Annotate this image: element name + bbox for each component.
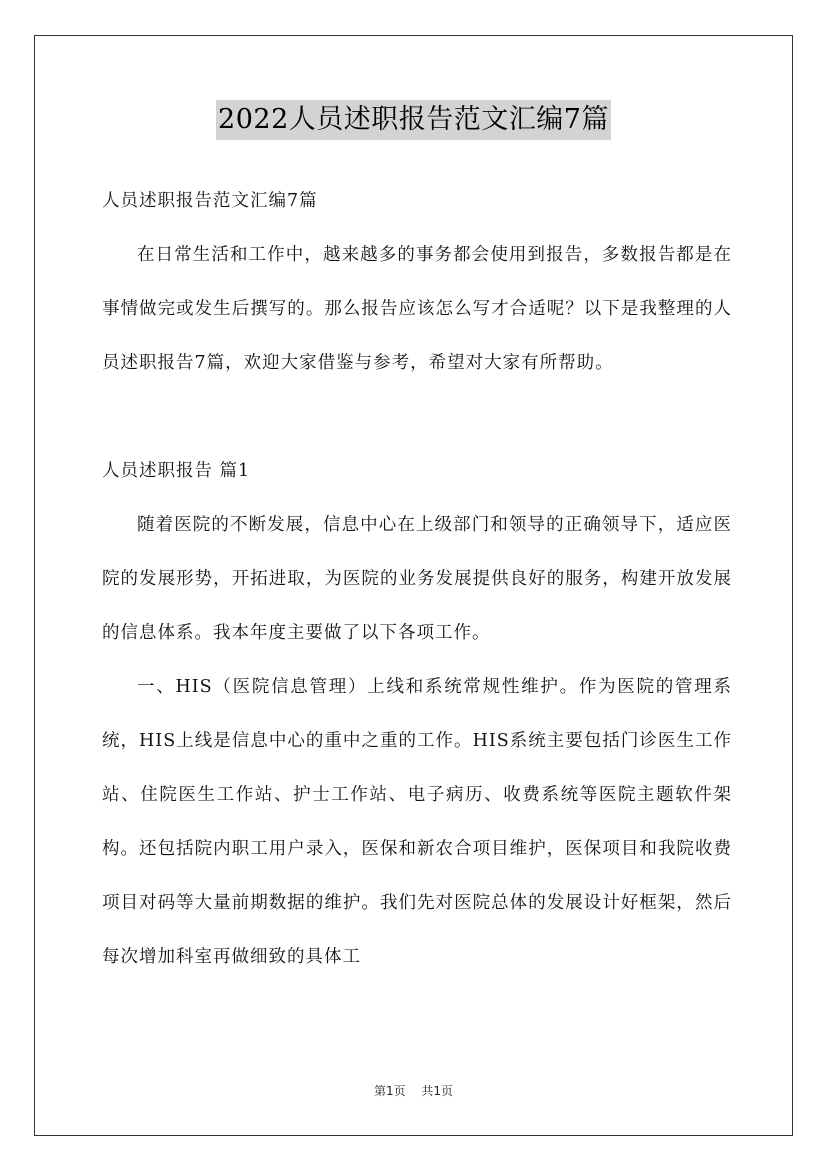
page-number-current: 第1页 — [373, 1084, 406, 1098]
intro-paragraph: 在日常生活和工作中，越来越多的事务都会使用到报告，多数报告都是在事情做完或发生后撰写的。那么报告应该怎么写才合适呢？以下是我整理的人员述职报告7篇，欢迎大家借鉴与参考，希望对大家有所帮助。 — [102, 245, 732, 373]
page-number-total: 共1页 — [421, 1084, 454, 1098]
section-spacer — [102, 390, 732, 444]
body-paragraph-2: 一、HIS（医院信息管理）上线和系统常规性维护。作为医院的管理系统，HIS上线是信息中心的重中之重的工作。HIS系统主要包括门诊医生工作站、住院医生工作站、护士工作站、电子病历、收费系统等医院主题软件架构。还包括院内职工用户录入，医保和新农合项目维护，医保项目和我院收费项目对码等大量前期数据的维护。我们先对医院总体的发展设计好框架，然后每次增加科室再做细致的具体工 — [102, 677, 732, 967]
document-title: 2022人员述职报告范文汇编7篇 — [216, 100, 611, 140]
body-paragraph-1: 随着医院的不断发展，信息中心在上级部门和领导的正确领导下，适应医院的发展形势，开拓进取，为医院的业务发展提供良好的服务，构建开放发展的信息体系。我本年度主要做了以下各项工作。 — [102, 515, 732, 643]
title-container — [0, 100, 827, 140]
document-subtitle: 人员述职报告范文汇编7篇 — [102, 191, 318, 211]
page-footer — [0, 1082, 827, 1099]
document-body — [102, 174, 732, 984]
section-heading: 人员述职报告 篇1 — [102, 461, 251, 481]
